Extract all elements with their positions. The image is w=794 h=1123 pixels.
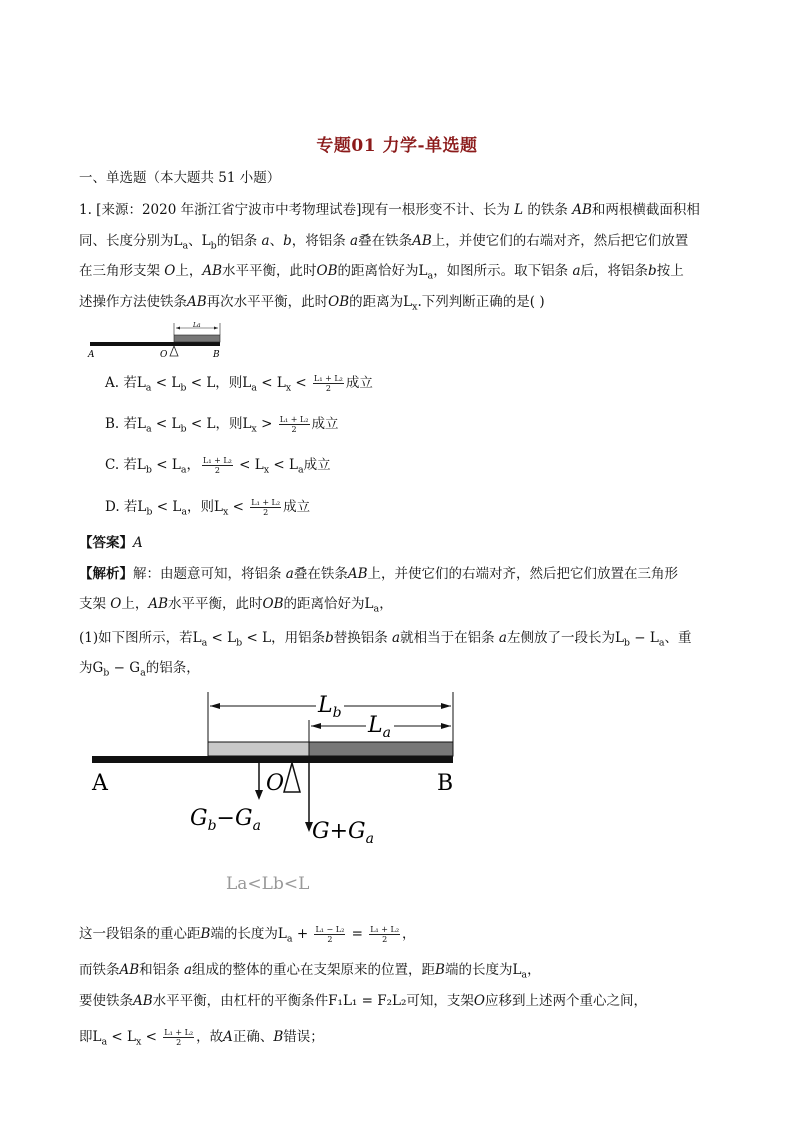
option-a: A. 若$L_a < L_b < L$，则$L_a < L_x$ < $\frac{\text{L₁ + L₂}}{2}$ 成立 [105, 374, 373, 394]
option-b: B. 若$L_a < L_b < L$，则$L_x$ > $\frac{\text{L₁ + L₂}}{2}$ 成立 [105, 415, 339, 435]
analysis-line-6: 而铁条AB和铝条 a组成的整体的重心在支架原来的位置，距B端的长度为$L_a$， [79, 962, 541, 981]
answer-line: 【答案】A [79, 535, 143, 551]
la-label-big: $L_a$ [368, 713, 391, 741]
aluminum-strip [174, 335, 220, 342]
analysis-line-2: 支架 O上，AB水平平衡，此时OB的距离恰好为$L_a$， [79, 596, 393, 615]
point-a-label-big: A [92, 771, 108, 796]
la-label: La [193, 322, 201, 329]
small-lever-figure [84, 320, 229, 360]
point-a-label: A [88, 350, 95, 360]
point-b-label: B [213, 350, 220, 360]
question-line-1: 1. [来源：2020 年浙江省宁波市中考物理试卷]现有一根形变不计、长为 L 的铁条 AB和两根横截面积相 [79, 202, 700, 218]
iron-bar-big [92, 756, 453, 763]
question-line-3: 在三角形支架 O上，AB水平平衡，此时OB的距离恰好为$L_a$，如图所示。取下铝条 a后，将铝条b按上 [79, 263, 684, 282]
force-label-g-ga: $G+G_a$ [312, 819, 374, 847]
analysis-line-7: 要使铁条AB水平平衡，由杠杆的平衡条件F₁L₁ = F₂L₂可知，支架O应移到上述两个重心之间， [79, 993, 647, 1009]
point-o-label-big: O [266, 771, 285, 796]
lb-label: $L_b$ [318, 693, 342, 721]
page-title: 专题01 力学-单选题 [316, 136, 478, 156]
option-d: D. 若$L_b < L_a$，则$L_x$ < $\frac{\text{L₁ + L₂}}{2}$ 成立 [105, 498, 311, 518]
question-line-2: 同、长度分别为$L_a$、$L_b$的铝条 a、b，将铝条 a叠在铁条AB上，并使它们的右端对齐，然后把它们放置 [79, 233, 689, 252]
analysis-line-5: 这一段铝条的重心距B端的长度为$L_a$ + $\frac{\text{L₁ − L₂}}{2}$ = $\frac{\text{L₁ + L₂}}{2}$ ， [79, 925, 416, 945]
fulcrum-icon-big [284, 763, 300, 792]
strip-a [309, 742, 453, 756]
strip-b-extra [208, 742, 309, 756]
lever-diagram [88, 688, 463, 900]
section-heading: 一、单选题（本大题共 51 小题） [79, 170, 281, 186]
option-c: C. 若$L_b < L_a$， $\frac{\text{L₁ + L₂}}{2}$ < $L_x < L_a$成立 [105, 456, 331, 476]
force-label-gb-ga: $G_b-G_a$ [190, 806, 261, 834]
analysis-line-8: 即$L_a < L_x$ < $\frac{\text{L₁ + L₂}}{2}$ ，故A正确、B错误； [79, 1028, 324, 1048]
question-line-4: 述操作方法使铁条AB再次水平平衡，此时OB的距离为$L_x$.下列判断正确的是( ) [79, 294, 545, 313]
figure-caption: La<Lb<L [226, 874, 310, 894]
point-o-label: O [160, 350, 168, 360]
analysis-line-1: 【解析】解：由题意可知，将铝条 a叠在铁条AB上，并使它们的右端对齐，然后把它们放置在三角形 [79, 566, 679, 582]
iron-bar [90, 342, 220, 346]
point-b-label-big: B [437, 771, 454, 796]
fulcrum-icon [170, 346, 178, 356]
analysis-line-4: 为$G_b - G_a$的铝条， [79, 660, 200, 679]
analysis-line-3: (1)如下图所示，若$L_a < L_b < L$，用铝条b替换铝条 a就相当于在铝条 a左侧放了一段长为$L_b - L_a$、重 [79, 630, 692, 649]
